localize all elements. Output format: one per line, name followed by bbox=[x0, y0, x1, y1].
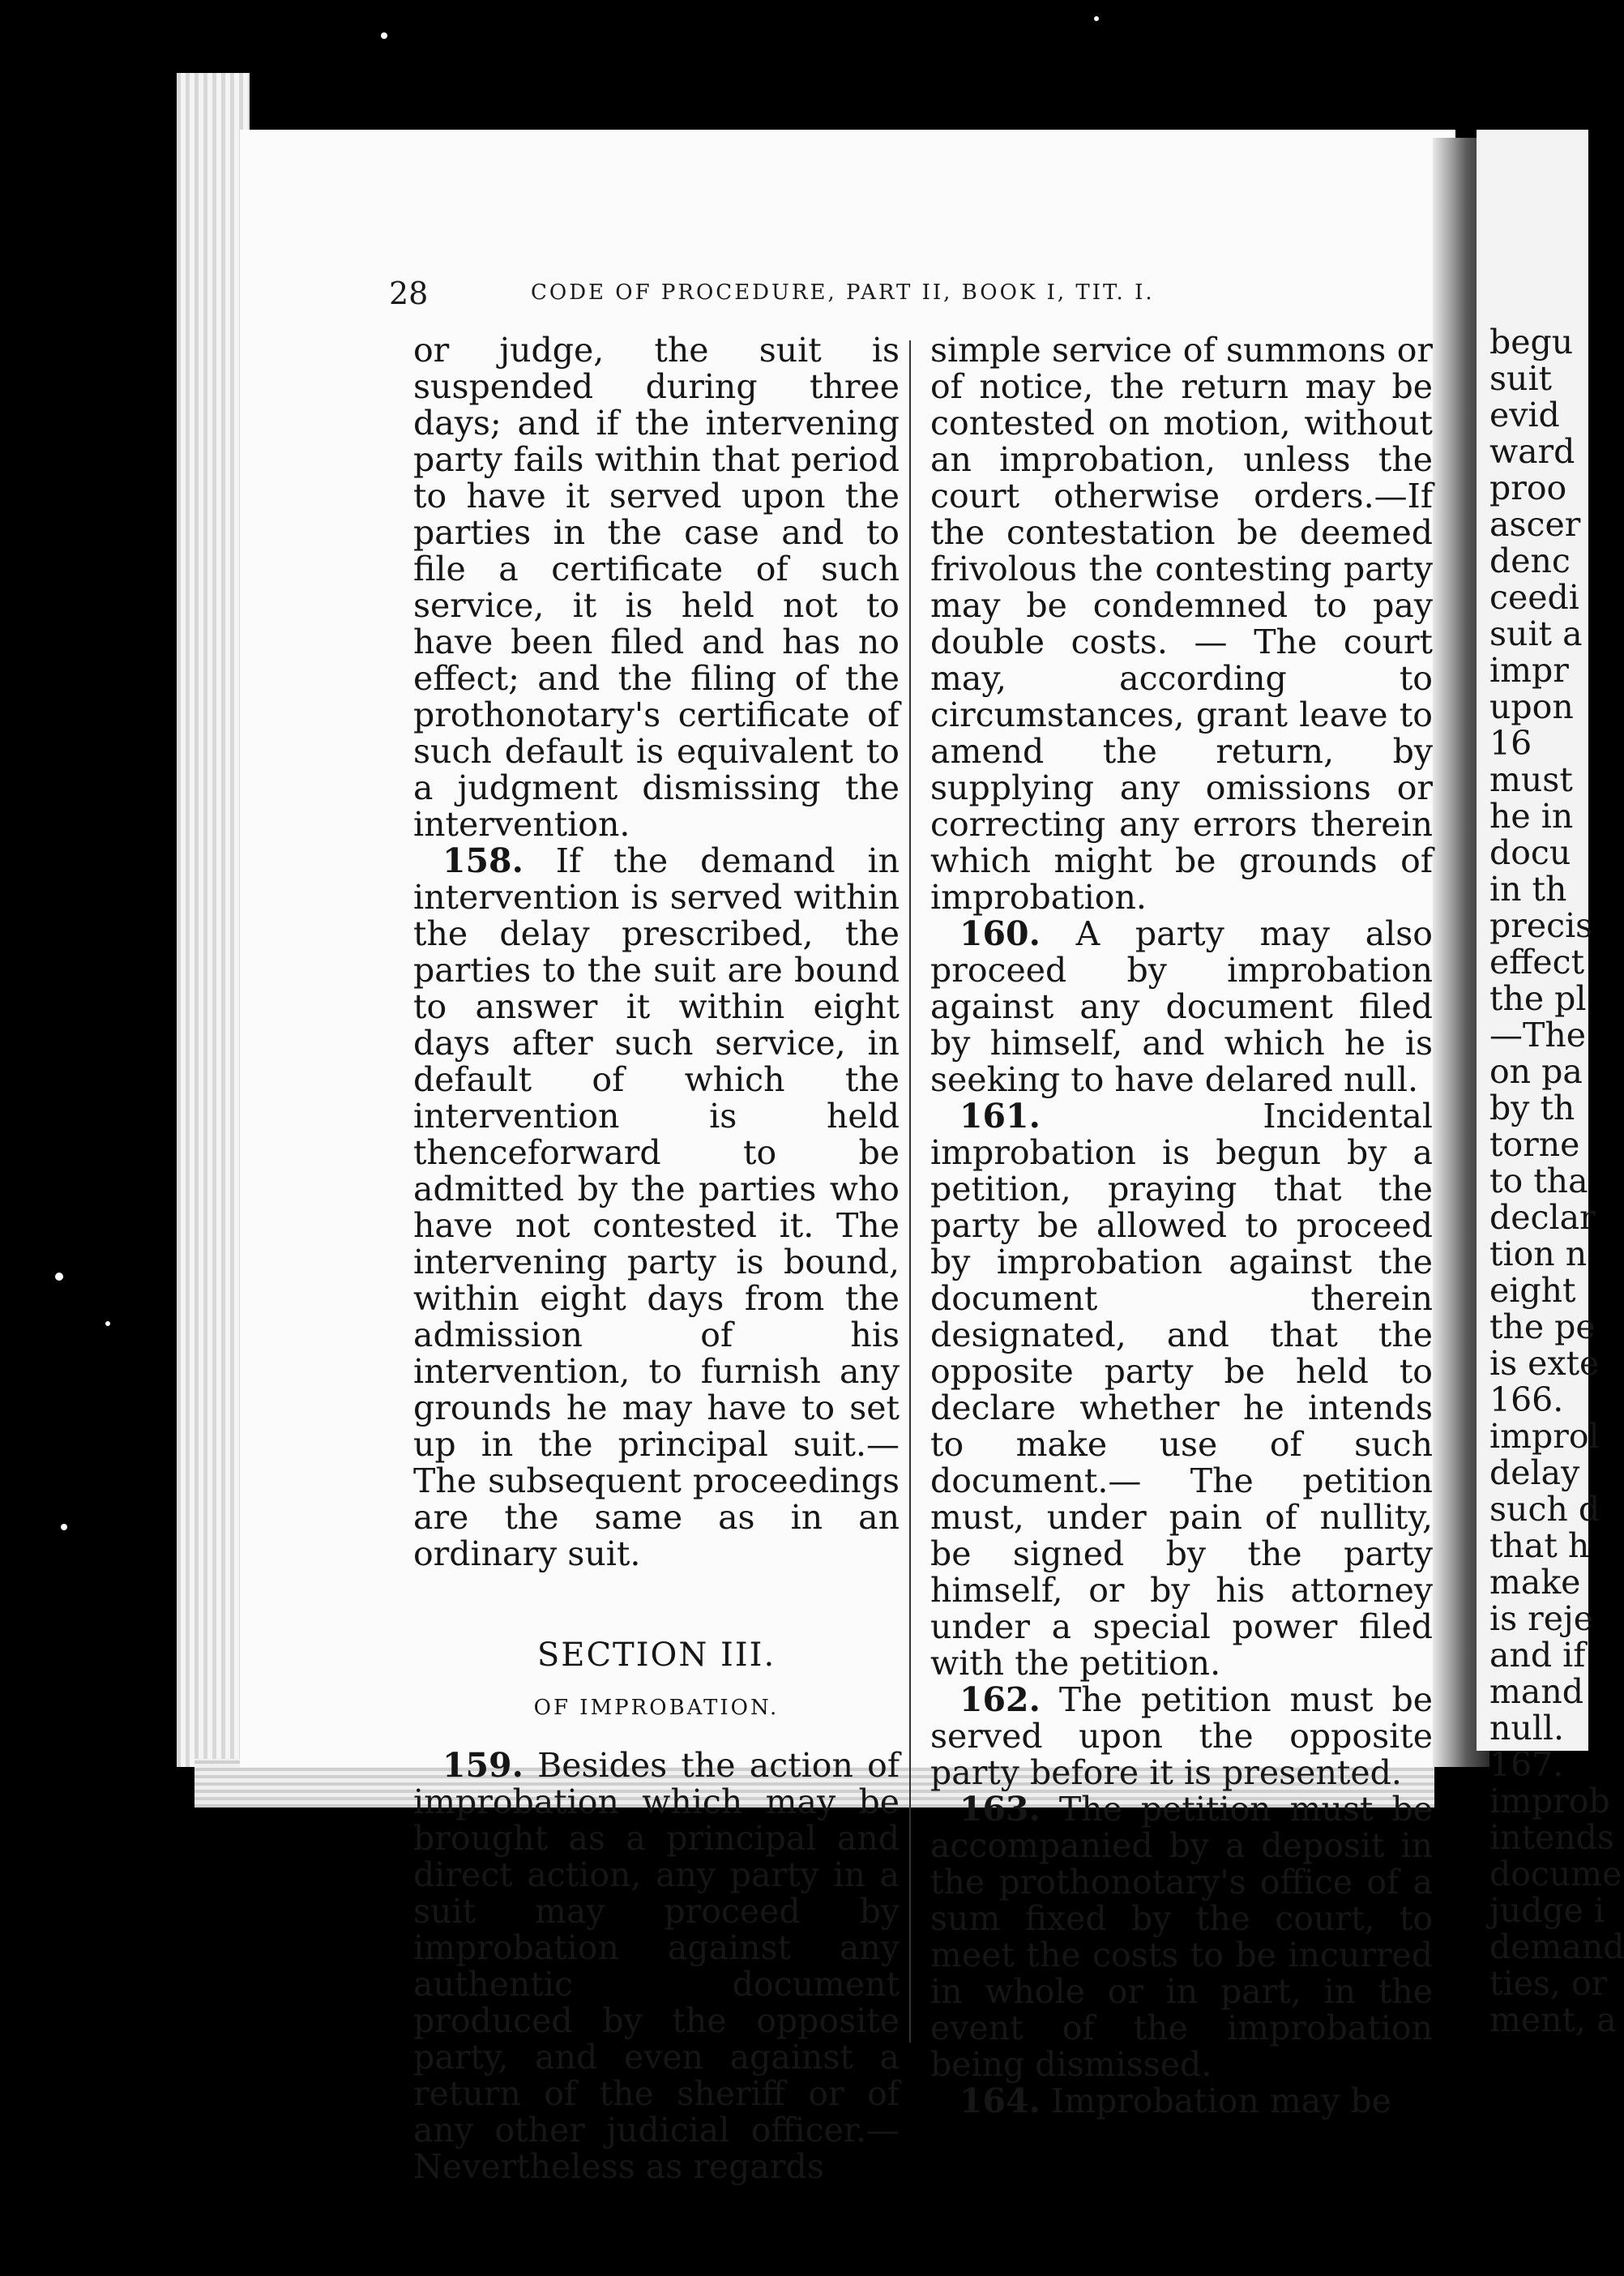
facing-page-line: 166. bbox=[1489, 1380, 1564, 1419]
running-head: CODE OF PROCEDURE, PART II, BOOK I, TIT. I. bbox=[531, 280, 1155, 305]
dust-speck bbox=[1094, 16, 1099, 21]
article-160 bbox=[930, 916, 1433, 1098]
page-stack-edge bbox=[177, 73, 250, 1767]
article-159 bbox=[413, 1748, 900, 2185]
article-number: 158. bbox=[442, 841, 524, 880]
facing-page-line: 16 bbox=[1489, 724, 1532, 763]
facing-page-line: he in bbox=[1489, 797, 1574, 836]
facing-page-line: suit bbox=[1489, 359, 1553, 398]
left-column bbox=[413, 332, 900, 2185]
facing-page-line: impr bbox=[1489, 651, 1569, 690]
facing-page-line: in th bbox=[1489, 870, 1567, 909]
page-header bbox=[389, 276, 1442, 324]
facing-page-text-fragments bbox=[1489, 323, 1624, 2039]
facing-page-line: that h bbox=[1489, 1526, 1590, 1565]
facing-page-line: such d bbox=[1489, 1490, 1600, 1529]
facing-page-line: intends bbox=[1489, 1818, 1614, 1857]
article-text: The petition must be accompanied by a deposit in the prothonotary's office of a sum fixed by the court, to meet the costs to be incurred in whole or in part, in the event of the improbation being dismissed. bbox=[930, 1790, 1433, 2084]
facing-page-line: suit a bbox=[1489, 614, 1583, 653]
facing-page-line: declar bbox=[1489, 1198, 1596, 1237]
paragraph-continued: or judge, the suit is suspended during three days; and if the intervening party fails within that period to have it served upon the parties in the case and to file a certificate of such service, it is held not to have been filed and has no effect; and the filing of the prothonotary's certificate of such default is equivalent to a judgment dismissing the intervention. bbox=[413, 331, 900, 844]
facing-page-line: proo bbox=[1489, 468, 1567, 507]
facing-page-line: ward bbox=[1489, 432, 1575, 471]
facing-page-line: null. bbox=[1489, 1709, 1565, 1748]
facing-page-line: eight bbox=[1489, 1271, 1576, 1310]
article-162 bbox=[930, 1682, 1433, 1791]
facing-page-line: —The bbox=[1489, 1016, 1587, 1055]
facing-page-line: tion n bbox=[1489, 1234, 1588, 1273]
article-161 bbox=[930, 1098, 1433, 1682]
dust-speck bbox=[55, 1273, 63, 1281]
facing-page-line: docume bbox=[1489, 1855, 1622, 1893]
article-number: 159. bbox=[442, 1746, 524, 1785]
article-number: 164. bbox=[959, 2081, 1041, 2120]
facing-page-line: make bbox=[1489, 1563, 1581, 1602]
facing-page-line: upon bbox=[1489, 687, 1574, 726]
article-number: 163. bbox=[959, 1790, 1041, 1829]
paragraph-continued: simple service of summons or of notice, the return may be contested on motion, without an improbation, unless the court otherwise orders.—If the contestation be deemed frivolous the contesting party may be condemned to pay double costs. — The court may, according to circumstances, grant leave to amend the return, by supplying any omissions or correcting any errors therein which might be grounds of improbation. bbox=[930, 331, 1433, 917]
facing-page-line: and if bbox=[1489, 1636, 1586, 1675]
facing-page-line: the pe bbox=[1489, 1307, 1596, 1346]
facing-page-line: evid bbox=[1489, 396, 1560, 434]
article-text: If the demand in intervention is served within the delay prescribed, the parties to the suit are bound to answer it within eight days after such service, in default of which the intervention is held thenceforward to be admitted by the parties who have not contested it. The intervening party is bound, within eight days from the admission of his intervention, to furnish any grounds he may have to set up in the principal suit.—The subsequent proceedings are the same as in an ordinary suit. bbox=[413, 841, 900, 1573]
article-text: Besides the action of improbation which may be brought as a principal and direct action, any party in a suit may proceed by improbation against any authentic document produced by the opposite party, and even against a return of the sheriff or of any other judicial officer.—Nevertheless as regards bbox=[413, 1746, 900, 2186]
facing-page-line: mand bbox=[1489, 1672, 1583, 1711]
article-text: Improbation may be bbox=[1040, 2081, 1391, 2120]
right-column bbox=[930, 332, 1433, 2120]
facing-page-line: ties, or bbox=[1489, 1964, 1608, 2003]
facing-page-line: ascer bbox=[1489, 505, 1581, 544]
facing-page-line: 167. bbox=[1489, 1745, 1564, 1784]
dust-speck bbox=[61, 1524, 67, 1530]
facing-page-line: ment, a bbox=[1489, 2000, 1617, 2039]
section-title: SECTION III. bbox=[536, 1636, 776, 1674]
facing-page-line: by th bbox=[1489, 1089, 1575, 1127]
article-number: 160. bbox=[959, 914, 1041, 953]
article-163 bbox=[930, 1791, 1433, 2083]
facing-page-line: the pl bbox=[1489, 979, 1587, 1018]
section-subtitle: OF IMPROBATION. bbox=[533, 1696, 780, 1720]
facing-page-line: improb bbox=[1489, 1782, 1610, 1820]
dust-speck bbox=[381, 32, 387, 39]
facing-page-line: torne bbox=[1489, 1125, 1580, 1164]
facing-page-line: begu bbox=[1489, 323, 1574, 362]
article-158 bbox=[413, 843, 900, 1572]
facing-page-line: judge i bbox=[1489, 1891, 1605, 1930]
column-divider bbox=[909, 340, 911, 2043]
article-text: A party may also proceed by improbation against any document filed by himself, and which he is seeking to have delared null. bbox=[930, 914, 1433, 1099]
facing-page-line: delay bbox=[1489, 1453, 1580, 1492]
facing-page-line: precis bbox=[1489, 906, 1593, 945]
facing-page-line: denc bbox=[1489, 541, 1571, 580]
facing-page-line: to tha bbox=[1489, 1162, 1588, 1200]
facing-page-line: is reje bbox=[1489, 1599, 1594, 1638]
facing-page-line: must bbox=[1489, 760, 1573, 799]
article-164 bbox=[930, 2083, 1433, 2120]
facing-page-line: is exte bbox=[1489, 1344, 1600, 1383]
facing-page-line: on pa bbox=[1489, 1052, 1583, 1091]
facing-page-line: ceedi bbox=[1489, 578, 1579, 617]
article-text: Incidental improbation is begun by a petition, praying that the party be allowed to proceed by improbation against the document therein designated, and that the opposite party be held to declare whether he intends to make use of such document.— The petition must, under pain of nullity, be signed by the party himself, or by his attorney under a special power filed with the petition. bbox=[930, 1097, 1433, 1683]
facing-page-line: demand bbox=[1489, 1927, 1624, 1966]
facing-page-line: docu bbox=[1489, 833, 1571, 872]
article-text: The petition must be served upon the opposite party before it is presented. bbox=[930, 1680, 1433, 1792]
facing-page-line: effect bbox=[1489, 943, 1585, 982]
article-number: 162. bbox=[959, 1680, 1041, 1719]
article-number: 161. bbox=[959, 1097, 1041, 1136]
dust-speck bbox=[105, 1321, 110, 1326]
facing-page-line: improl bbox=[1489, 1417, 1600, 1456]
page-number: 28 bbox=[389, 276, 429, 311]
